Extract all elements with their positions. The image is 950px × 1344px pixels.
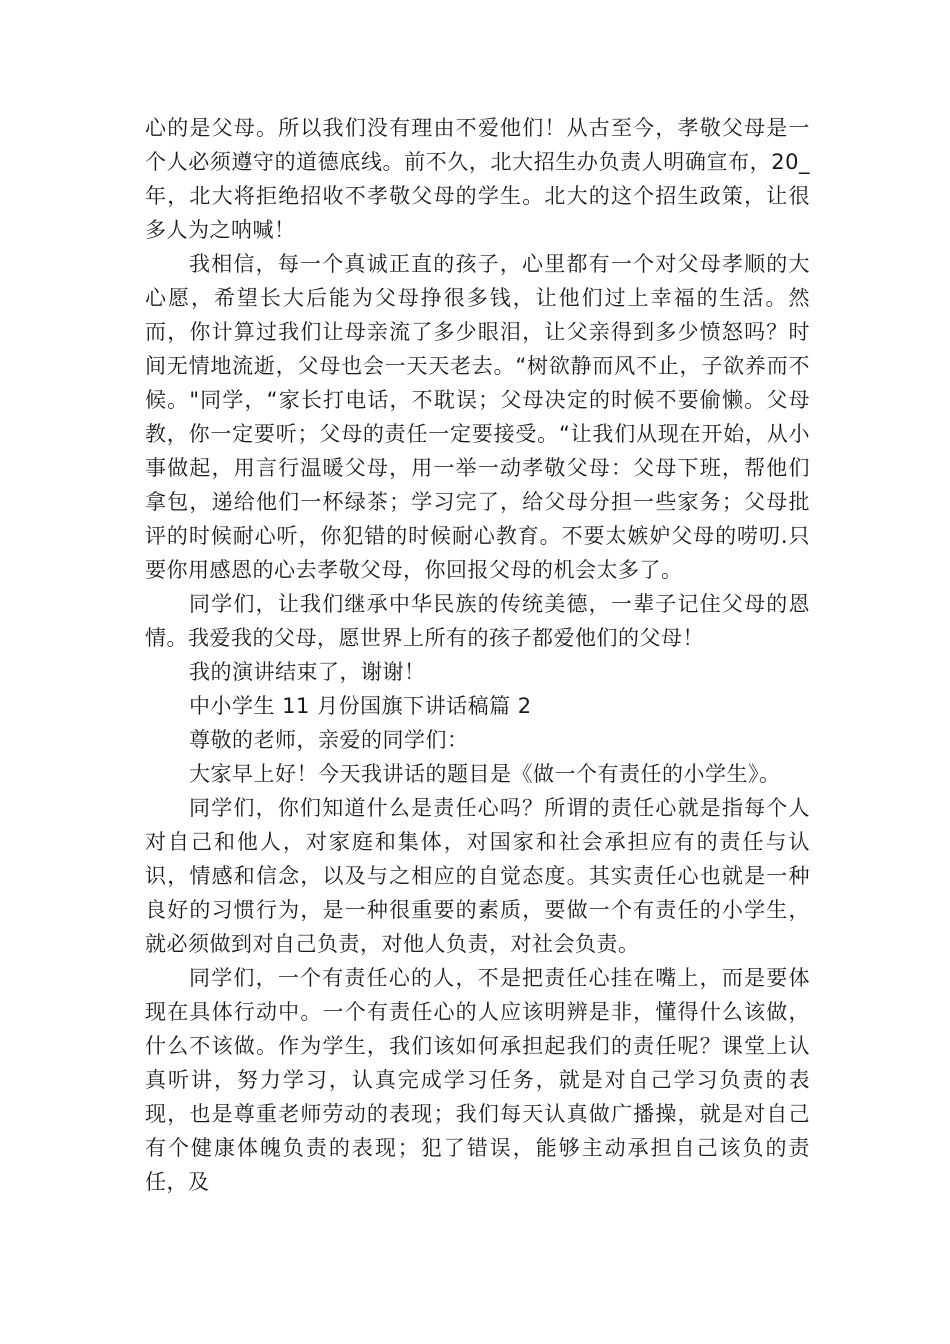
document-body [145, 111, 810, 1199]
paragraph-4: 我的演讲结束了，谢谢！ [189, 660, 426, 684]
paragraph-1: 心的是父母。所以我们没有理由不爱他们！从古至今，孝敬父母是一个人必须遵守的道德底线。前不久，北大招生办负责人明确宣布，20_年，北大将拒绝招收不孝敬父母的学生。北大的这个招生政策，让很多人为之呐喊！ [145, 116, 810, 242]
paragraph-3: 同学们，让我们继承中华民族的传统美德，一辈子记住父母的恩情。我爱我的父母，愿世界上所有的孩子都爱他们的父母！ [145, 592, 810, 650]
paragraph-2: 我相信，每一个真诚正直的孩子，心里都有一个对父母孝顺的大心愿，希望长大后能为父母挣很多钱，让他们过上幸福的生活。然而，你计算过我们让母亲流了多少眼泪，让父亲得到多少愤怒吗？时间无情地流逝，父母也会一天天老去。“树欲静而风不止，子欲养而不候。"同学，“家长打电话，不耽误；父母决定的时候不要偷懒。父母教，你一定要听；父母的责任一定要接受。“让我们从现在开始，从小事做起，用言行温暖父母，用一举一动孝敬父母：父母下班，帮他们拿包，递给他们一杯绿茶；学习完了，给父母分担一些家务；父母批评的时候耐心听，你犯错的时候耐心教育。不要太嫉妒父母的唠叨.只要你用感恩的心去孝敬父母，你回报父母的机会太多了。 [145, 252, 810, 582]
salutation: 尊敬的老师，亲爱的同学们： [189, 728, 469, 752]
section-heading: 中小学生 11 月份国旗下讲话稿篇 2 [189, 694, 532, 718]
paragraph-9: 同学们，一个有责任心的人，不是把责任心挂在嘴上，而是要体现在具体行动中。一个有责任心的人应该明辨是非，懂得什么该做，什么不该做。作为学生，我们该如何承担起我们的责任呢？课堂上认真听讲，努力学习，认真完成学习任务，就是对自己学习负责的表现，也是尊重老师劳动的表现；我们每天认真做广播操，就是对自己有个健康体魄负责的表现；犯了错误，能够主动承担自己该负的责任，及 [145, 966, 810, 1194]
paragraph-8: 同学们，你们知道什么是责任心吗？所谓的责任心就是指每个人对自己和他人，对家庭和集体，对国家和社会承担应有的责任与认识，情感和信念，以及与之相应的自觉态度。其实责任心也就是一种良好的习惯行为，是一种很重要的素质，要做一个有责任的小学生，就必须做到对自己负责，对他人负责，对社会负责。 [145, 796, 810, 956]
paragraph-7: 大家早上好！今天我讲话的题目是《做一个有责任的小学生》。 [189, 762, 781, 786]
